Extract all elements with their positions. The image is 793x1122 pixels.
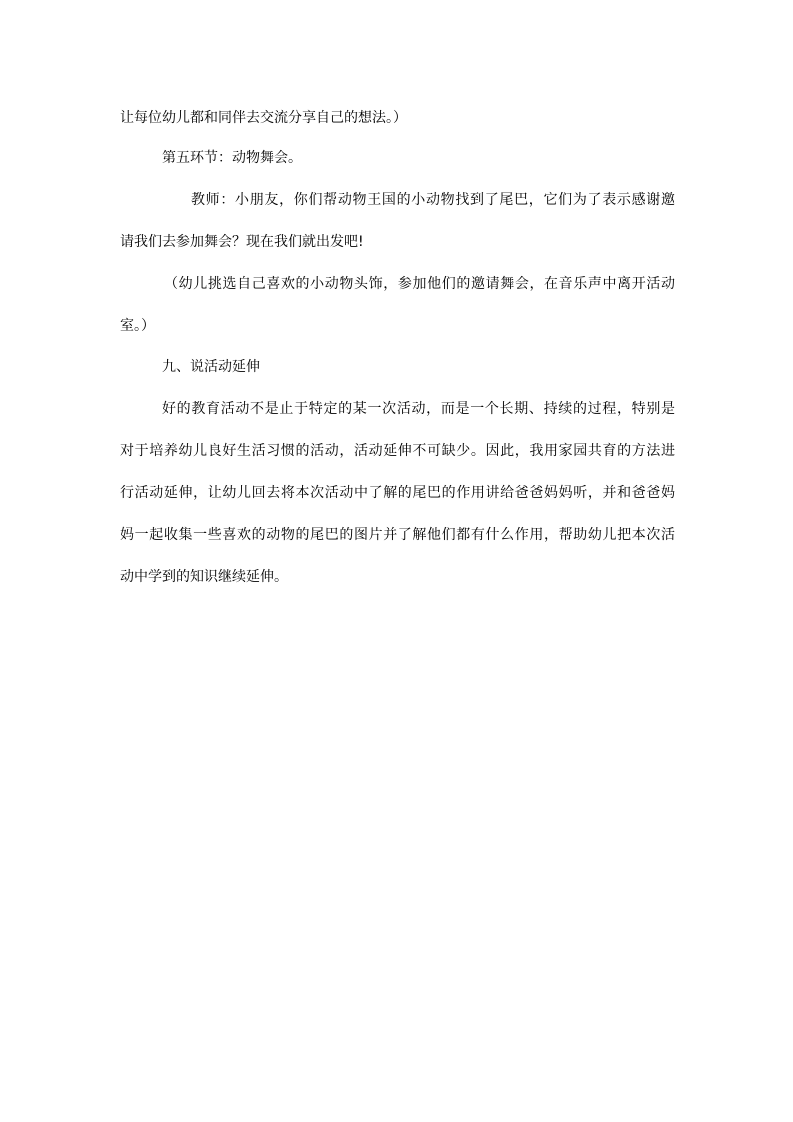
paragraph-line: 动中学到的知识继续延伸。: [120, 569, 288, 585]
section-heading-activity-extension: 九、说活动延伸: [162, 359, 260, 375]
paragraph-line: 好的教育活动不是止于特定的某一次活动，而是一个长期、持续的过程，特别是: [162, 401, 675, 417]
paragraph-line: 请我们去参加舞会？现在我们就出发吧!: [120, 234, 364, 250]
paragraph-line: 教师：小朋友，你们帮动物王国的小动物找到了尾巴，它们为了表示感谢邀: [191, 192, 675, 208]
paragraph-line: 对于培养幼儿良好生活习惯的活动，活动延伸不可缺少。因此，我用家园共育的方法进: [120, 443, 675, 459]
section-heading-part-five: 第五环节：动物舞会。: [162, 150, 302, 166]
paragraph-line: 让每位幼儿都和同伴去交流分享自己的想法。）: [120, 110, 407, 126]
paragraph-line: 室。）: [120, 318, 155, 334]
paragraph-line: 行活动延伸，让幼儿回去将本次活动中了解的尾巴的作用讲给爸爸妈妈听，并和爸爸妈: [120, 485, 675, 501]
paragraph-line: （幼儿挑选自己喜欢的小动物头饰，参加他们的邀请舞会，在音乐声中离开活动: [164, 276, 675, 292]
paragraph-line: 妈一起收集一些喜欢的动物的尾巴的图片并了解他们都有什么作用，帮助幼儿把本次活: [120, 527, 675, 543]
